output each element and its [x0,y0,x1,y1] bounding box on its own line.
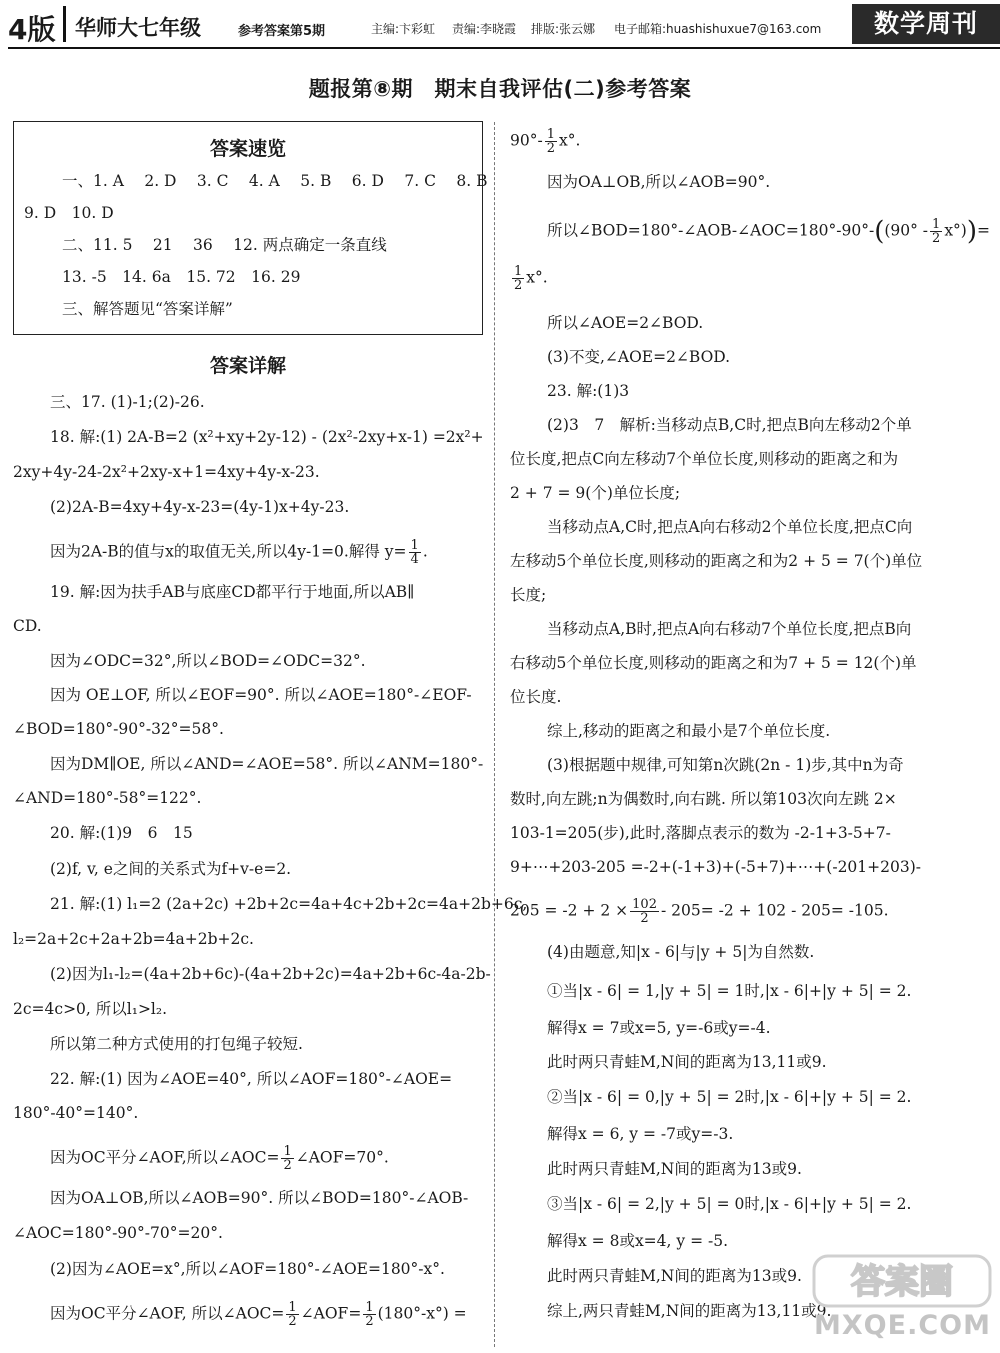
email: 电子邮箱:huashishuxue7@163.com [614,22,822,36]
answer-line [510,128,580,155]
numerator: 1 [365,1300,374,1315]
answer-text: 因为2A-B的值与x的取值无关,所以4y-1=0.解得 y= [50,542,407,561]
fraction [630,898,659,925]
answer-line [510,265,548,292]
watermark-url: MXQE.COM [814,1310,991,1341]
answer-text: (90° - [884,221,929,240]
denominator: 2 [640,911,649,926]
answer-text: (180°-x°) = [377,1304,467,1323]
answer-line: 103-1=205(步),此时,落脚点表示的数为 -2-1+3-5+7- [510,824,891,842]
header-divider [63,6,66,42]
answer-line: 2c=4c>0, 所以l₁>l₂. [13,1000,168,1018]
watermark-badge-icon [810,1252,995,1310]
answer-text: 205 = -2 + 2 × [510,901,629,920]
quick-answers-heading: 答案速览 [209,138,286,160]
answer-line: 数时,向左跳;n为偶数时,向右跳. 所以第103次向左跳 2× [510,790,897,808]
answer-line: 所以∠AOE=2∠BOD. [547,314,704,332]
answer-line: 21. 解:(1) l₁=2 (2a+2c) +2b+2c=4a+4c+2b+2c=4a+2b+6c, [50,895,528,913]
column-divider [494,122,495,1347]
answer-line: 2xy+4y-24-2x²+2xy-x+1=4xy+4y-x-23. [13,463,320,481]
answer-line: (2)3 7 解析:当移动点B,C时,把点B向左移动2个单 [547,416,912,434]
answer-line: 因为2A-B的值与x的取值无关,所以4y-1=0.解得 y= $\frac{1}{4}$ . [50,538,428,567]
quick-line: 三、解答题见“答案详解” [62,300,233,318]
answer-line: ∠AOC=180°-90°-70°=20°. [13,1224,223,1242]
fraction [545,128,557,155]
page-title: 题报第⑧期 期末自我评估(二)参考答案 [308,77,692,101]
answer-line: 9+⋯+203-205 =-2+(-1+3)+(-5+7)+⋯+(-201+203)- [510,858,922,876]
answer-text: ∠AOF= [300,1304,362,1323]
answer-text: x°. [526,268,548,287]
answer-line: 右移动5个单位长度,则移动的距离之和为7 + 5 = 12(个)单 [510,654,917,672]
denominator: 2 [932,231,941,246]
answer-line: 综上,两只青蛙M,N间的距离为13,11或9. [547,1302,832,1320]
answer-line: 180°-40°=140°. [13,1104,139,1122]
answer-line: 当移动点A,C时,把点A向右移动2个单位长度,把点C向 [547,518,913,536]
answer-text: 所以∠BOD=180°-∠AOB-∠AOC=180°-90°- [547,221,875,240]
answer-line: (4)由题意,知|x - 6|与|y + 5|为自然数. [547,943,815,961]
answer-line: ②当|x - 6| = 0,|y + 5| = 2时,|x - 6|+|y + 5| = 2. [547,1088,912,1106]
fraction [286,1301,298,1328]
fraction [409,539,421,566]
numerator: 1 [283,1144,292,1159]
answer-text: - 205= -2 + 102 - 205= -105. [660,901,889,920]
answer-line: 20. 解:(1)9 6 15 [50,824,193,842]
quick-line: 9. D 10. D [24,204,114,222]
fraction [930,218,942,245]
watermark-logo [810,1252,995,1310]
answer-line: (2)2A-B=4xy+4y-x-23=(4y-1)x+4y-23. [50,498,350,516]
answer-line: ①当|x - 6| = 1,|y + 5| = 1时,|x - 6|+|y + 5| = 2. [547,982,912,1000]
numerator: 1 [514,264,523,279]
answer-line: 2 + 7 = 9(个)单位长度; [510,484,681,502]
denominator: 2 [365,1314,374,1329]
fraction [281,1145,293,1172]
fraction [512,265,524,292]
answer-line: 所以第二种方式使用的打包绳子较短. [50,1035,303,1053]
answer-line: l₂=2a+2c+2a+2b=4a+2b+2c. [13,930,254,948]
layout-credit: 排版:张云娜 [531,22,596,36]
answer-line: ③当|x - 6| = 2,|y + 5| = 0时,|x - 6|+|y + 5| = 2. [547,1195,912,1213]
watermark [810,1252,995,1347]
grade-label: 华师大七年级 [75,16,201,40]
issue-label: 参考答案第5期 [238,24,326,39]
answer-line [50,1145,389,1172]
answer-line [547,218,990,245]
answer-line: 位长度,把点C向左移动7个单位长度,则移动的距离之和为 [510,450,899,468]
brand-logo: 数学周刊 [852,4,1000,44]
answer-line: 此时两只青蛙M,N间的距离为13或9. [547,1160,802,1178]
header-rule [8,47,1000,49]
paren: ( [874,216,885,247]
denominator: 2 [288,1314,297,1329]
answer-line: CD. [13,617,42,635]
answer-line: (3)不变,∠AOE=2∠BOD. [547,348,731,366]
answer-line: (2)因为∠AOE=x°,所以∠AOF=180°-∠AOE=180°-x°. [50,1260,445,1278]
answer-text: ∠AOF=70°. [295,1148,389,1167]
numerator: 102 [632,897,657,912]
answer-line: 因为OA⊥OB,所以∠AOB=90°. 所以∠BOD=180°-∠AOB- [50,1189,469,1207]
answer-text: 因为OC平分∠AOF,所以∠AOC= [50,1148,280,1167]
denominator: 2 [546,141,555,156]
denominator: 2 [283,1158,292,1173]
answer-text: = [977,221,991,240]
answer-line: 位长度. [510,688,562,706]
answer-line: 综上,移动的距离之和最小是7个单位长度. [547,722,831,740]
fraction [363,1301,375,1328]
denominator: 2 [514,278,523,293]
answer-line: 此时两只青蛙M,N间的距离为13,11或9. [547,1053,827,1071]
answer-line [510,898,889,925]
answer-line: 因为DM∥OE, 所以∠AND=∠AOE=58°. 所以∠ANM=180°- [50,755,484,773]
numerator: 1 [932,217,941,232]
answer-line: 长度; [510,586,547,604]
answer-line: 23. 解:(1)3 [547,382,630,400]
answer-line: 解得x = 6, y = -7或y=-3. [547,1125,734,1143]
quick-line: 13. -5 14. 6a 15. 72 16. 29 [62,268,301,286]
denominator: 4 [410,552,419,567]
answer-line: 19. 解:因为扶手AB与底座CD都平行于地面,所以AB∥ [50,583,415,601]
quick-line: 一、1. A 2. D 3. C 4. A 5. B 6. D 7. C 8. B [62,172,488,190]
numerator: 1 [410,538,419,553]
answer-line: 因为 OE⊥OF, 所以∠EOF=90°. 所以∠AOE=180°-∠EOF- [50,686,472,704]
quick-line: 二、11. 5 21 36 12. 两点确定一条直线 [62,236,387,254]
numerator: 1 [288,1300,297,1315]
answer-line: (2)f, v, e之间的关系式为f+v-e=2. [50,860,292,878]
answer-line [50,1301,467,1328]
paren: ) [966,216,978,247]
answer-line: 此时两只青蛙M,N间的距离为13或9. [547,1267,802,1285]
answer-text: x°. [559,131,581,150]
answer-text: x°) [944,221,967,240]
answer-line: 左移动5个单位长度,则移动的距离之和为2 + 5 = 7(个)单位 [510,552,923,570]
answer-line: (3)根据题中规律,可知第n次跳(2n - 1)步,其中n为奇 [547,756,904,774]
answer-line: ∠BOD=180°-90°-32°=58°. [13,720,224,738]
answer-line: 当移动点A,B时,把点A向右移动7个单位长度,把点B向 [547,620,912,638]
detail-heading: 答案详解 [209,355,286,377]
page-header [0,0,1000,48]
answer-line: 三、17. (1)-1;(2)-26. [50,393,205,411]
editor-chief: 主编:卞彩虹 [371,22,436,36]
answer-text: 90°- [510,131,543,150]
numerator: 1 [546,127,555,142]
answer-line: 22. 解:(1) 因为∠AOE=40°, 所以∠AOF=180°-∠AOE= [50,1070,453,1088]
answer-text: 因为OC平分∠AOF, 所以∠AOC= [50,1304,285,1323]
answer-line: 因为∠ODC=32°,所以∠BOD=∠ODC=32°. [50,652,366,670]
editor: 责编:李晓霞 [452,22,517,36]
answer-line: 因为OA⊥OB,所以∠AOB=90°. [547,173,771,191]
answer-line: 18. 解:(1) 2A-B=2 (x²+xy+2y-12) - (2x²-2xy+x-1) =2x²+ [50,428,484,446]
answer-line: 解得x = 7或x=5, y=-6或y=-4. [547,1019,771,1037]
answer-line: 解得x = 8或x=4, y = -5. [547,1232,729,1250]
answer-line: ∠AND=180°-58°=122°. [13,789,202,807]
answer-line: (2)因为l₁-l₂=(4a+2b+6c)-(4a+2b+2c)=4a+2b+6c-4a-2b- [50,965,491,983]
edition-label: 4版 [8,13,56,46]
watermark-top-text: 答案圈 [851,1262,953,1302]
